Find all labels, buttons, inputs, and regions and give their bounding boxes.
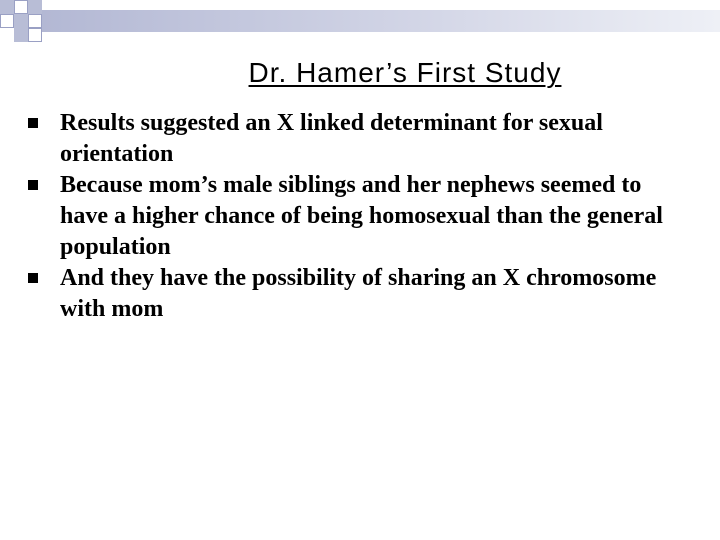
bullet-item: [24, 263, 684, 325]
bullet-item: [24, 108, 684, 170]
corner-decoration-square: [14, 0, 28, 14]
corner-decoration-square: [14, 28, 28, 42]
corner-decoration-square: [14, 14, 28, 28]
square-bullet-icon: [28, 180, 38, 190]
bullet-text: Because mom’s male siblings and her nephews seemed to have a higher chance of being homosexual than the general population: [60, 172, 663, 260]
corner-decoration-square: [0, 14, 14, 28]
corner-decoration-square: [0, 0, 14, 14]
corner-decoration-square: [28, 14, 42, 28]
square-bullet-icon: [28, 273, 38, 283]
square-bullet-icon: [28, 118, 38, 128]
corner-decoration-square: [28, 0, 42, 14]
bullet-text: Results suggested an X linked determinant for sexual orientation: [60, 110, 603, 167]
header-gradient-bar: [42, 10, 720, 32]
slide-title-text: Dr. Hamer’s First Study: [248, 57, 562, 88]
bullet-list: [24, 108, 684, 325]
slide-title: [0, 56, 720, 90]
corner-decoration-square: [28, 28, 42, 42]
bullet-item: [24, 170, 684, 263]
bullet-text: And they have the possibility of sharing an X chromosome with mom: [60, 265, 657, 322]
